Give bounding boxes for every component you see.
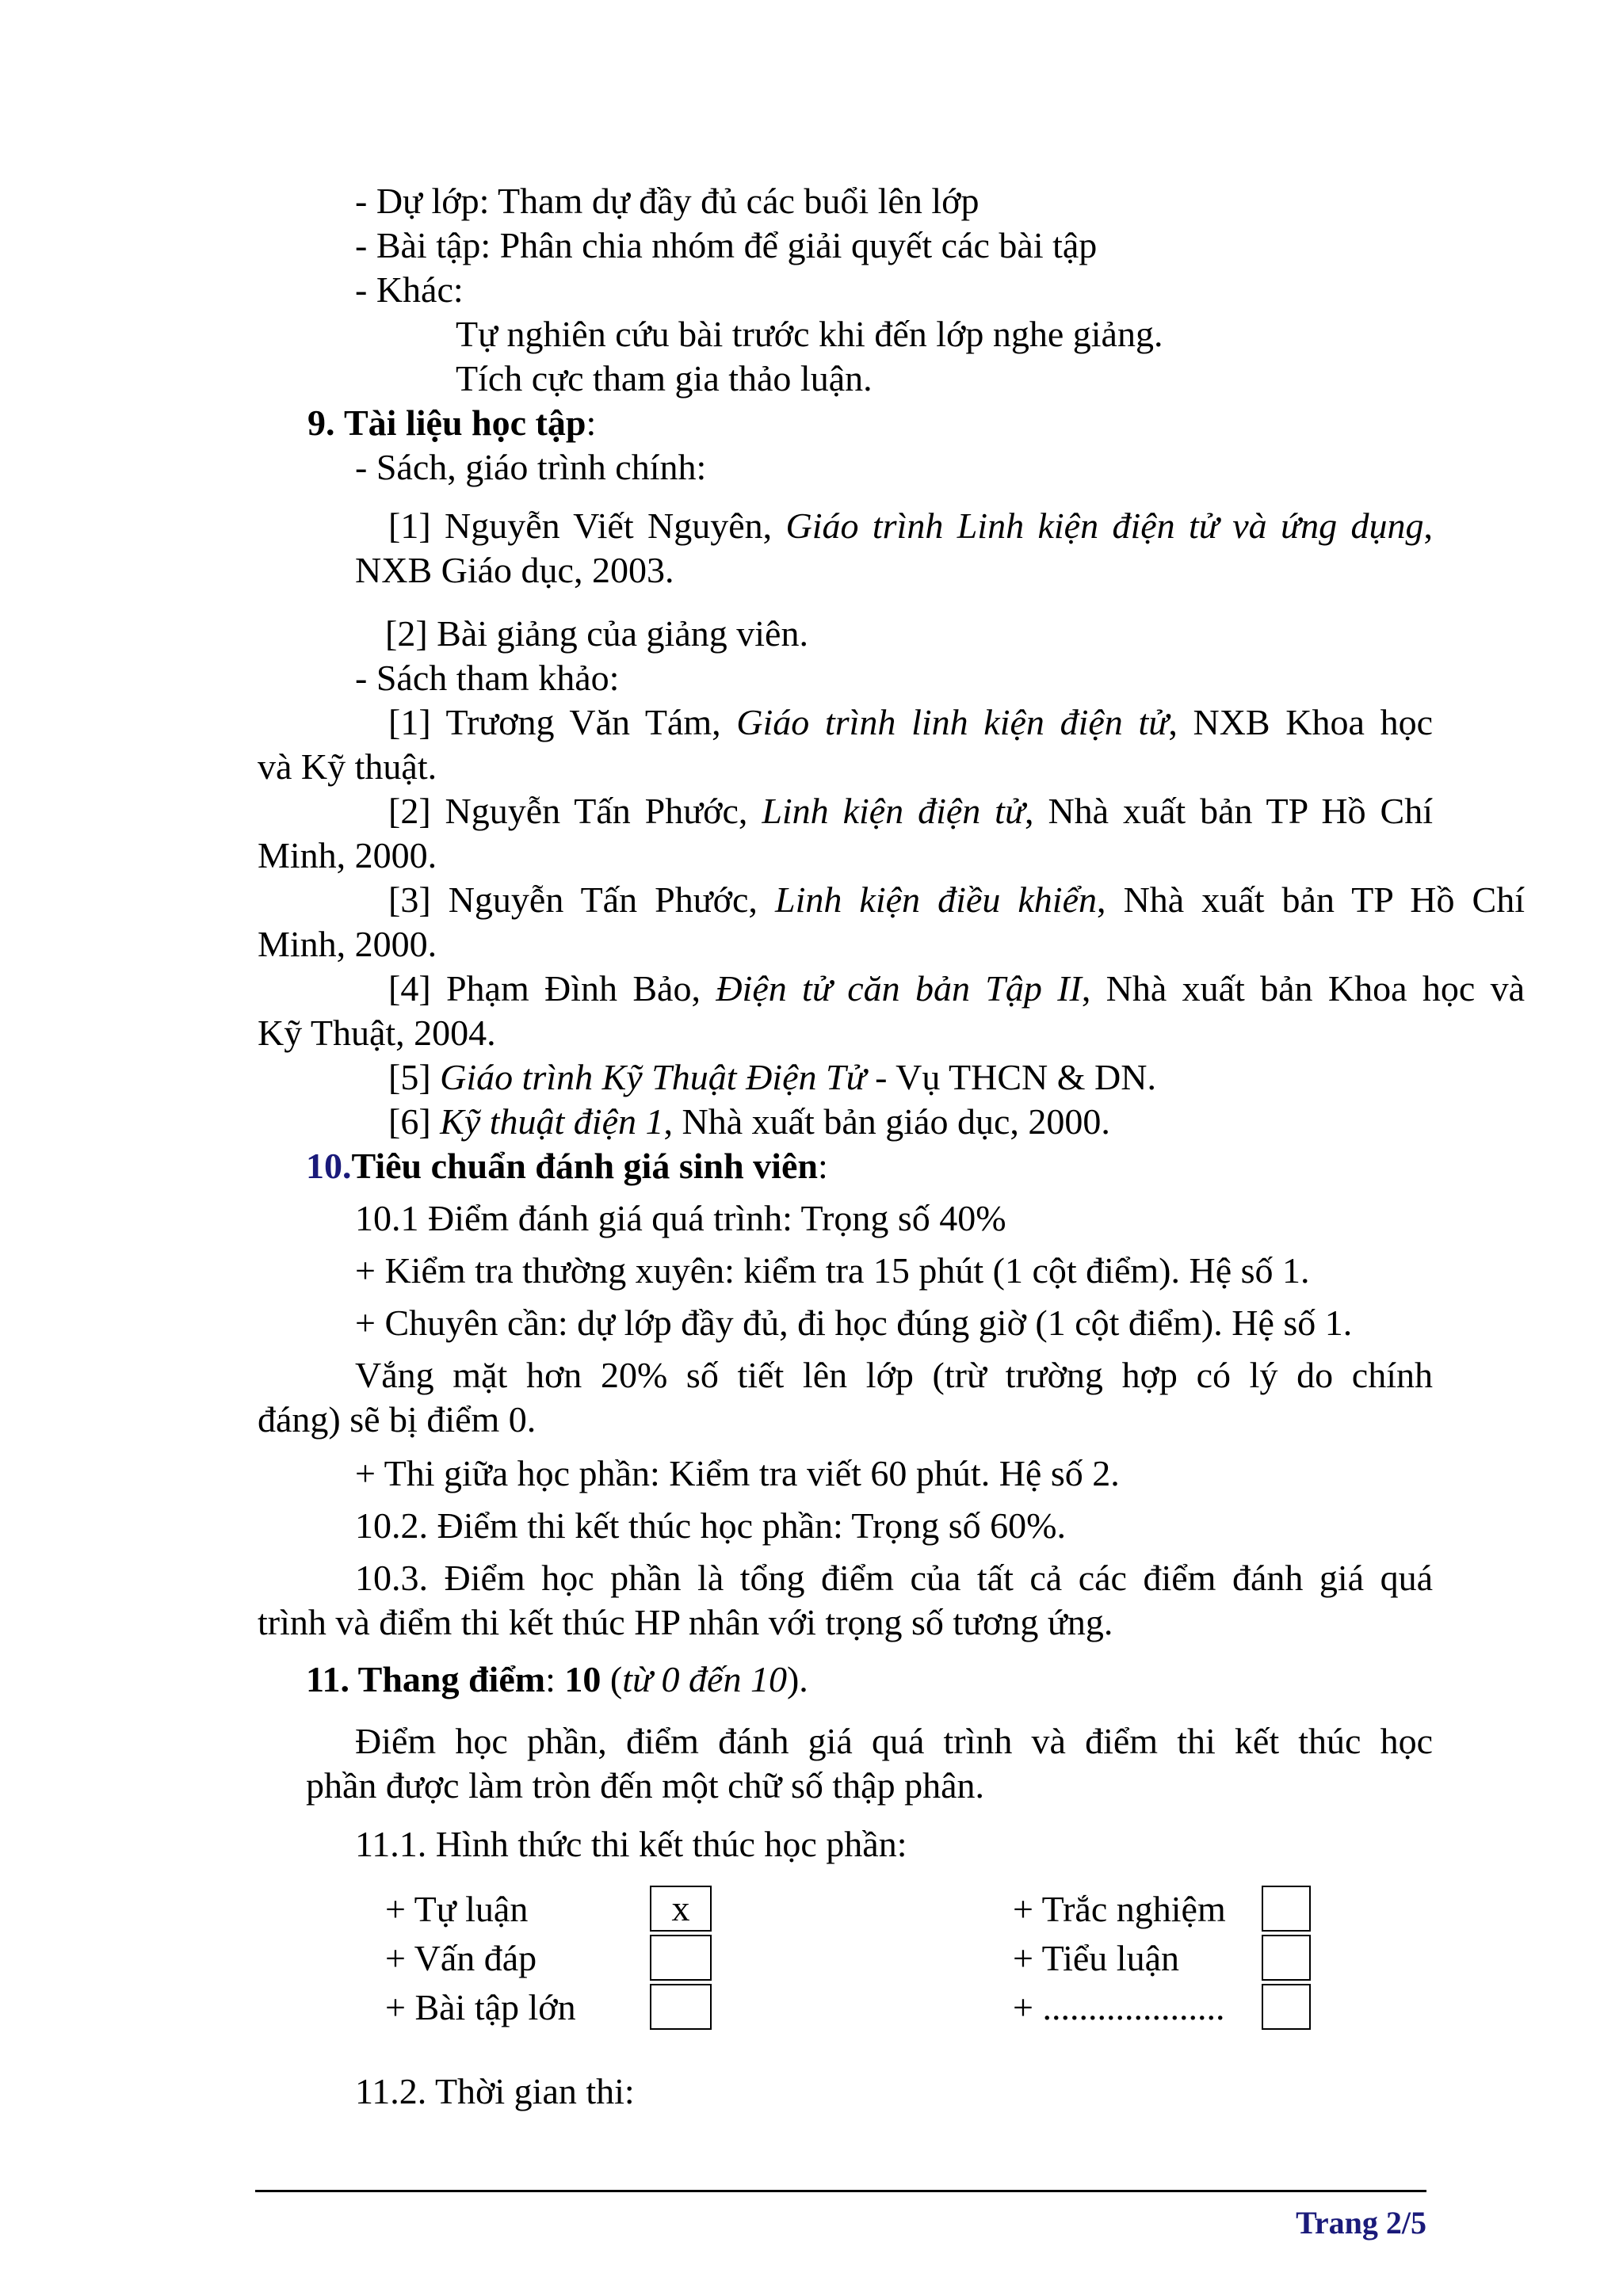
option-other-checkbox[interactable] bbox=[1262, 1984, 1311, 2030]
option-multiple-choice-checkbox[interactable] bbox=[1262, 1886, 1311, 1932]
option-multiple-choice-label: + Trắc nghiệm bbox=[1013, 1889, 1226, 1929]
option-essay-checkbox[interactable]: x bbox=[650, 1886, 712, 1932]
midterm-line: + Thi giữa học phần: Kiểm tra viết 60 phút. Hệ số 2. bbox=[355, 1453, 1120, 1493]
option-project-checkbox[interactable] bbox=[650, 1984, 712, 2030]
exercise-line: - Bài tập: Phân chia nhóm để giải quyết các bài tập bbox=[355, 225, 1098, 265]
section-11-heading: 11. Thang điểm: 10 (từ 0 đến 10). bbox=[306, 1659, 808, 1699]
footer-divider bbox=[255, 2190, 1426, 2192]
absence-rule-line1: Vắng mặt hơn 20% số tiết lên lớp (trừ trường hợp có lý do chính bbox=[355, 1355, 1433, 1395]
attendance-score-line: + Chuyên cần: dự lớp đầy đủ, đi học đúng giờ (1 cột điểm). Hệ số 1. bbox=[355, 1302, 1353, 1343]
grade-range: từ 0 đến 10 bbox=[622, 1659, 787, 1699]
attendance-line: - Dự lớp: Tham dự đầy đủ các buổi lên lớp bbox=[355, 181, 980, 221]
section-9-heading bbox=[307, 401, 596, 445]
option-essay-report-checkbox[interactable] bbox=[1262, 1935, 1311, 1981]
ref-book-3-line2: Minh, 2000. bbox=[258, 924, 437, 964]
grade-scale: 10 bbox=[564, 1659, 601, 1699]
option-other-label: + .................... bbox=[1013, 1987, 1225, 2027]
absence-rule-line2: đáng) sẽ bị điểm 0. bbox=[258, 1399, 537, 1440]
final-score-line1: 10.3. Điểm học phần là tổng điểm của tất cả các điểm đánh giá quá bbox=[355, 1558, 1433, 1598]
option-oral-checkbox[interactable] bbox=[650, 1935, 712, 1981]
ref-book-5: [5] Giáo trình Kỹ Thuật Điện Tử - Vụ THCN & DN. bbox=[388, 1057, 1156, 1097]
other-item-2: Tích cực tham gia thảo luận. bbox=[456, 358, 873, 399]
option-essay-label: + Tự luận bbox=[385, 1889, 529, 1929]
section-10-title: Tiêu chuẩn đánh giá sinh viên bbox=[351, 1146, 818, 1186]
section-9-number: 9. bbox=[307, 402, 335, 443]
ref-book-4: [4] Phạm Đình Bảo, Điện tử căn bản Tập II, Nhà xuất bản Khoa học và bbox=[388, 968, 1525, 1009]
section-10-heading bbox=[306, 1144, 828, 1188]
section-11-title: 11. Thang điểm bbox=[306, 1659, 546, 1699]
ref-book-6: [6] Kỹ thuật điện 1, Nhà xuất bản giáo dục, 2000. bbox=[388, 1101, 1110, 1142]
rounding-rule-line2: phần được làm tròn đến một chữ số thập phân. bbox=[306, 1765, 985, 1806]
rounding-rule-line1: Điểm học phần, điểm đánh giá quá trình và điểm thi kết thúc học bbox=[355, 1721, 1433, 1761]
ref-book-1: [1] Trương Văn Tám, Giáo trình linh kiện điện tử, NXB Khoa học bbox=[388, 702, 1433, 742]
ref-book-1-line2: và Kỹ thuật. bbox=[258, 746, 437, 787]
process-score-line: 10.1 Điểm đánh giá quá trình: Trọng số 40% bbox=[355, 1198, 1006, 1238]
section-9-title: Tài liệu học tập bbox=[344, 402, 586, 443]
ref-books-label: - Sách tham khảo: bbox=[355, 658, 620, 698]
option-project-label: + Bài tập lớn bbox=[385, 1987, 576, 2027]
option-essay-report-label: + Tiểu luận bbox=[1013, 1938, 1179, 1978]
section-10-number: 10. bbox=[306, 1146, 352, 1186]
final-exam-weight-line: 10.2. Điểm thi kết thúc học phần: Trọng số 60%. bbox=[355, 1505, 1066, 1546]
ref-book-2: [2] Nguyễn Tấn Phước, Linh kiện điện tử, Nhà xuất bản TP Hồ Chí bbox=[388, 791, 1434, 831]
ref-book-2-line2: Minh, 2000. bbox=[258, 835, 437, 875]
exam-form-label: 11.1. Hình thức thi kết thúc học phần: bbox=[355, 1824, 907, 1864]
final-score-line2: trình và điểm thi kết thúc HP nhân với trọng số tương ứng. bbox=[258, 1602, 1113, 1642]
option-oral-label: + Vấn đáp bbox=[385, 1938, 537, 1978]
ref-book-4-line2: Kỹ Thuật, 2004. bbox=[258, 1013, 496, 1053]
main-book-1-line2: NXB Giáo dục, 2003. bbox=[355, 550, 674, 590]
main-books-label: - Sách, giáo trình chính: bbox=[355, 447, 707, 487]
ref-book-3: [3] Nguyễn Tấn Phước, Linh kiện điều khiển, Nhà xuất bản TP Hồ Chí bbox=[388, 879, 1525, 920]
regular-test-line: + Kiểm tra thường xuyên: kiểm tra 15 phút (1 cột điểm). Hệ số 1. bbox=[355, 1250, 1310, 1291]
main-book-2: [2] Bài giảng của giảng viên. bbox=[385, 613, 808, 654]
section-9-colon: : bbox=[586, 402, 597, 443]
other-item-1: Tự nghiên cứu bài trước khi đến lớp nghe giảng. bbox=[456, 314, 1163, 354]
page-number: Trang 2/5 bbox=[1296, 2205, 1426, 2241]
other-label: - Khác: bbox=[355, 269, 464, 310]
section-10-colon: : bbox=[817, 1146, 828, 1186]
main-book-1: [1] Nguyễn Viết Nguyên, Giáo trình Linh kiện điện tử và ứng dụng, bbox=[388, 505, 1434, 546]
exam-time-label: 11.2. Thời gian thi: bbox=[355, 2071, 635, 2111]
